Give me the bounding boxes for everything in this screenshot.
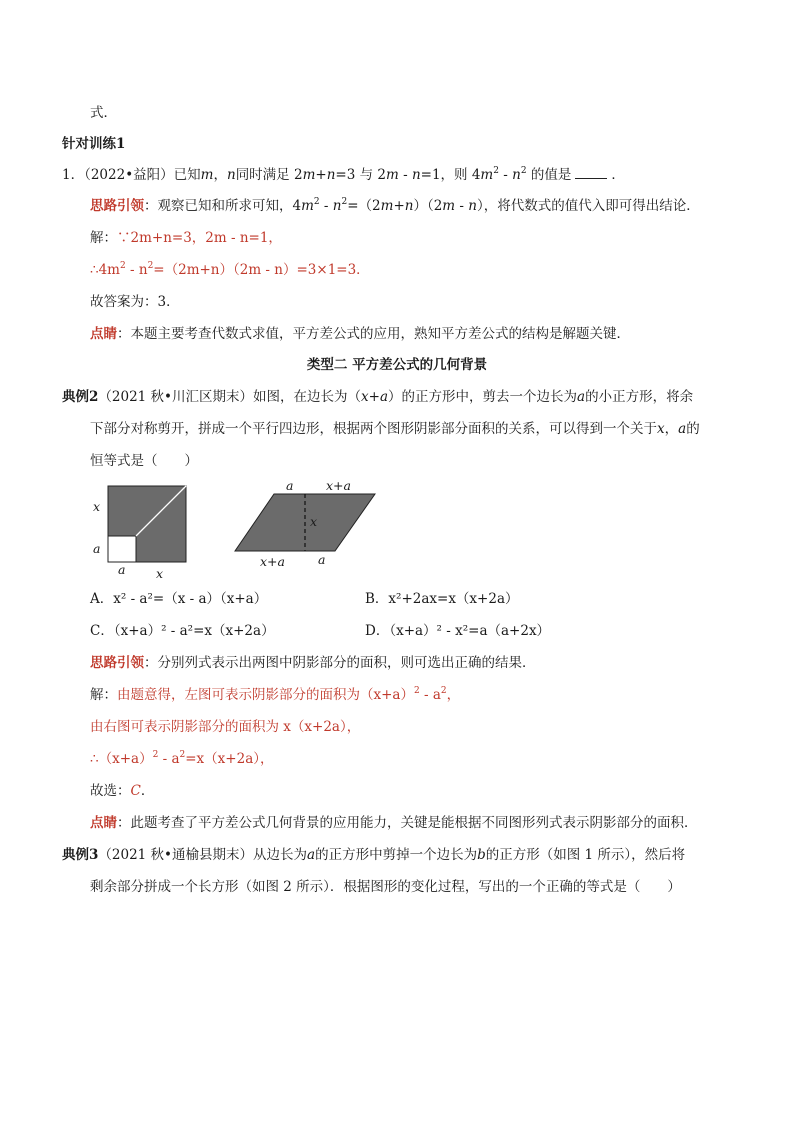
example-2-choice (90, 782, 154, 800)
example-2-solution-line-2: 由右图可表示阴影部分的面积为 x（x+2a）， (90, 719, 361, 735)
fig1-label-x-side: x (93, 499, 101, 514)
continuation-text: 式． (90, 105, 117, 121)
example-3-line-1 (62, 846, 685, 864)
question-1-stem (62, 166, 625, 184)
fig2-label-height: x (310, 514, 318, 529)
hint-text: ：观察已知和所求可知，4 (144, 198, 302, 214)
exponent: 2 (147, 261, 154, 271)
stem-text: 已知 (173, 167, 201, 183)
option-b[interactable] (365, 590, 519, 608)
answer-blank (575, 166, 607, 179)
hint-text: ：分别列式表示出两图中阴影部分的面积，则可选出正确的结果． (144, 655, 536, 671)
example-source: （2021 秋•通榆县期末） (98, 847, 254, 863)
fig1-label-a-side: a (93, 541, 101, 556)
hint-label: 思路引领 (90, 198, 144, 214)
fig2-label-top-a: a (286, 478, 294, 493)
solution-text: - n (125, 262, 148, 278)
example-2-line-2 (90, 420, 700, 438)
example-text: 从边长为 (253, 847, 308, 863)
example-text: x (657, 421, 665, 437)
comment-label: 点睛 (90, 326, 117, 342)
example-text: x+a (361, 389, 389, 405)
option-d[interactable] (365, 622, 550, 640)
exponent: 2 (341, 197, 348, 207)
example-source: （2021 秋•川汇区期末） (98, 389, 254, 405)
question-1-solution-line-1 (90, 229, 282, 247)
var-m: m (200, 167, 214, 183)
example-text: 的小正方形，将余 (585, 389, 694, 405)
hint-text: =（2 (347, 198, 381, 214)
fig1-label-x-bottom: x (156, 566, 164, 581)
solution-text: - a (419, 687, 441, 703)
hint-text: ），将代数式的值代入即可得出结论． (476, 198, 700, 214)
example-text: a (577, 389, 586, 405)
example-text: a (678, 421, 687, 437)
exponent: 2 (413, 686, 420, 696)
fig2-label-bottom-xa: x+a (260, 554, 285, 569)
exponent: 2 (179, 750, 186, 760)
exponent: 2 (440, 686, 447, 696)
stem-text: n (512, 167, 521, 183)
option-text: （x+a）² - x²=a（a+2x） (389, 623, 551, 639)
stem-text: ． (611, 167, 625, 183)
example-text: a (307, 847, 316, 863)
example-text: ）的正方形中，剪去一个边长为 (388, 389, 578, 405)
solution-text: ∴（x+a） (90, 751, 153, 767)
comment-text: ：此题考查了平方差公式几何背景的应用能力，关键是能根据不同图形列式表示阴影部分的面积． (117, 815, 698, 831)
stem-text: m (480, 167, 494, 183)
solution-label: 解： (90, 687, 117, 703)
exponent: 2 (493, 166, 499, 176)
example-text: ， (664, 421, 679, 437)
example-2-hint (90, 654, 536, 672)
hint-text: m (442, 198, 456, 214)
figure-square (108, 486, 188, 564)
option-label: A． (90, 591, 114, 607)
option-text: x²+2ax=x（x+2a） (388, 591, 519, 607)
solution-text: =（2m+n）（2m - n）=3×1=3． (153, 262, 370, 278)
stem-text: - (498, 167, 513, 183)
hint-text: m+n (380, 198, 414, 214)
question-1-solution-line-2 (90, 261, 370, 279)
option-text: x² - a²=（x - a）（x+a） (113, 591, 268, 607)
exponent: 2 (313, 197, 320, 207)
solution-label: 解： (90, 230, 117, 246)
stem-text: =1，则 4 (420, 167, 481, 183)
fig2-label-bottom-a: a (318, 552, 326, 567)
hint-label: 思路引领 (90, 655, 144, 671)
exponent: 2 (152, 750, 159, 760)
solution-text: =x（x+2a）， (185, 751, 274, 767)
solution-text: ， (446, 687, 461, 703)
example-2-solution-line-1 (90, 686, 460, 704)
stem-text: - (398, 167, 412, 183)
figure-parallelogram (234, 493, 376, 553)
example-text: 如图，在边长为（ (253, 389, 362, 405)
stem-text: ， (213, 167, 227, 183)
example-2-comment (90, 814, 698, 832)
question-1-answer: 故答案为：3． (90, 294, 180, 310)
example-text: b (477, 847, 486, 863)
stem-text: 的值是 (526, 167, 572, 183)
fig2-label-top-xa: x+a (326, 478, 351, 493)
example-2-line-1 (62, 388, 693, 406)
question-number: 1． (62, 167, 85, 183)
option-label: C． (90, 623, 114, 639)
comment-label: 点睛 (90, 815, 117, 831)
solution-text: ∵2m+n=3，2m - n=1， (117, 230, 282, 246)
example-text: 的 (686, 421, 700, 437)
question-source: （2022•益阳） (84, 167, 174, 183)
stem-text: =3 与 2 (335, 167, 386, 183)
fig1-label-a-bottom: a (118, 562, 126, 577)
comment-text: ：本题主要考查代数式求值，平方差公式的应用，熟知平方差公式的结构是解题关键． (117, 326, 630, 342)
option-c[interactable] (90, 622, 275, 640)
option-label: B． (365, 591, 389, 607)
stem-text: n (411, 167, 421, 183)
example-2-line-3: 恒等式是（ ） (90, 453, 198, 469)
example-text: 的正方形（如图 1 所示），然后将 (485, 847, 686, 863)
hint-text: - (455, 198, 469, 214)
choice-text: ． (140, 783, 155, 799)
hint-text: m (301, 198, 314, 214)
small-square (108, 536, 136, 562)
var-n: n (226, 167, 236, 183)
question-1-comment (90, 325, 630, 343)
example-label: 典例2 (62, 389, 99, 405)
hint-text: ）（2 (413, 198, 443, 214)
option-text: （x+a）² - a²=x（x+2a） (113, 623, 275, 639)
example-2-solution-line-3 (90, 750, 274, 768)
solution-text: - a (158, 751, 180, 767)
question-1-hint (90, 197, 700, 215)
hint-text: - (319, 198, 333, 214)
example-text: 的正方形中剪掉一个边长为 (315, 847, 478, 863)
stem-text: m+n (302, 167, 336, 183)
stem-text: 同时满足 2 (235, 167, 303, 183)
option-label: D． (365, 623, 390, 639)
stem-text: m (385, 167, 399, 183)
exponent: 2 (520, 166, 527, 176)
exponent: 2 (119, 261, 126, 271)
choice-answer: C (130, 783, 141, 799)
example-text: 下部分对称剪开，拼成一个平行四边形，根据两个图形阴影部分面积的关系，可以得到一个关于 (90, 421, 657, 437)
hint-text: n (468, 198, 477, 214)
example-3-line-2: 剩余部分拼成一个长方形（如图 2 所示）．根据图形的变化过程，写出的一个正确的等式是（ ） (90, 879, 681, 895)
hint-text: n (332, 198, 342, 214)
solution-text: 由题意得，左图可表示阴影部分的面积为（x+a） (117, 687, 414, 703)
choice-text: 故选： (90, 783, 131, 799)
section-title: 类型二 平方差公式的几何背景 (306, 357, 488, 373)
example-label: 典例3 (62, 847, 99, 863)
option-a[interactable] (90, 590, 267, 608)
solution-text: ∴4m (90, 262, 120, 278)
practice-heading: 针对训练1 (62, 136, 126, 152)
